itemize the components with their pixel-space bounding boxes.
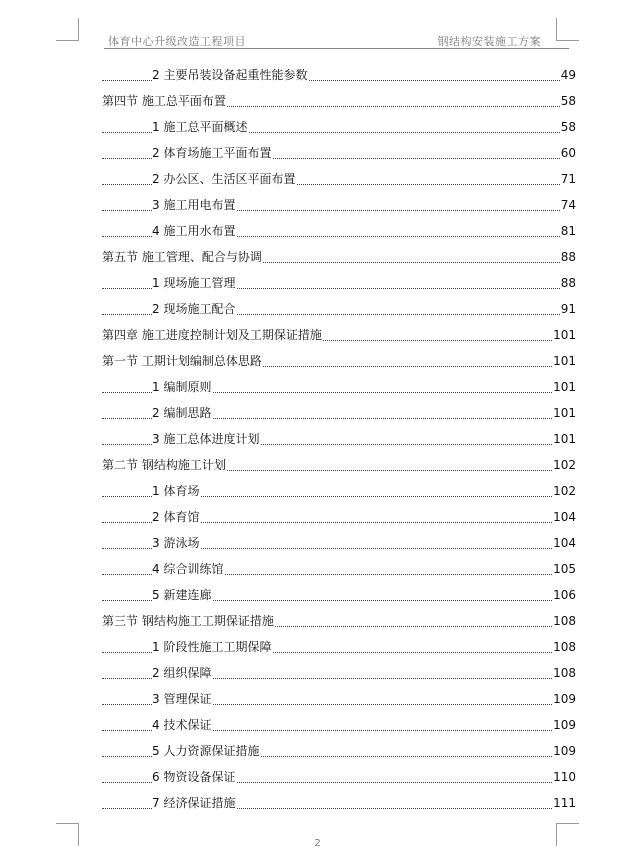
table-of-contents [102, 62, 576, 816]
toc-entry-title[interactable]: 1 编制原则 [152, 374, 212, 400]
toc-entry-title[interactable]: 第四节 施工总平面布置 [102, 88, 227, 114]
toc-entry-title[interactable]: 第四章 施工进度控制计划及工期保证措施 [102, 322, 323, 348]
header-project-name: 体育中心升级改造工程项目 [108, 35, 246, 48]
toc-subsection-entry[interactable] [102, 296, 576, 322]
toc-entry-title[interactable]: 5 新建连廊 [152, 582, 212, 608]
toc-entry-page: 101 [552, 426, 576, 452]
toc-entry-title[interactable]: 3 施工用电布置 [152, 192, 236, 218]
toc-section-entry[interactable] [102, 452, 576, 478]
page-header [104, 33, 569, 49]
toc-entry-page: 91 [560, 296, 576, 322]
header-document-title: 钢结构安装施工方案 [437, 35, 541, 48]
toc-section-entry[interactable] [102, 244, 576, 270]
toc-entry-title[interactable]: 1 体育场 [152, 478, 200, 504]
toc-section-entry[interactable] [102, 348, 576, 374]
toc-entry-page: 74 [560, 192, 576, 218]
toc-entry-page: 108 [552, 634, 576, 660]
toc-entry-title[interactable]: 第二节 钢结构施工计划 [102, 452, 227, 478]
toc-entry-title[interactable]: 4 技术保证 [152, 712, 212, 738]
toc-subsection-entry[interactable] [102, 556, 576, 582]
toc-entry-page: 108 [552, 608, 576, 634]
toc-subsection-entry[interactable] [102, 478, 576, 504]
toc-entry-page: 58 [560, 88, 576, 114]
toc-entry-page: 111 [552, 790, 576, 816]
toc-subsection-entry[interactable] [102, 738, 576, 764]
toc-entry-page: 105 [552, 556, 576, 582]
toc-subsection-entry[interactable] [102, 62, 576, 88]
toc-entry-title[interactable]: 1 阶段性施工工期保障 [152, 634, 272, 660]
toc-entry-page: 49 [560, 62, 576, 88]
toc-entry-title[interactable]: 2 主要吊装设备起重性能参数 [152, 62, 308, 88]
toc-entry-page: 106 [552, 582, 576, 608]
toc-subsection-entry[interactable] [102, 686, 576, 712]
toc-entry-title[interactable]: 1 施工总平面概述 [152, 114, 248, 140]
toc-entry-page: 109 [552, 738, 576, 764]
toc-entry-title[interactable]: 5 人力资源保证措施 [152, 738, 260, 764]
toc-entry-page: 58 [560, 114, 576, 140]
toc-entry-title[interactable]: 2 办公区、生活区平面布置 [152, 166, 296, 192]
toc-entry-page: 81 [560, 218, 576, 244]
page-number: 2 [314, 838, 321, 849]
toc-entry-title[interactable]: 7 经济保证措施 [152, 790, 236, 816]
toc-entry-title[interactable]: 2 体育场施工平面布置 [152, 140, 272, 166]
toc-entry-page: 110 [552, 764, 576, 790]
toc-entry-page: 101 [552, 322, 576, 348]
toc-entry-title[interactable]: 第五节 施工管理、配合与协调 [102, 244, 263, 270]
toc-entry-title[interactable]: 3 游泳场 [152, 530, 200, 556]
toc-subsection-entry[interactable] [102, 140, 576, 166]
toc-subsection-entry[interactable] [102, 712, 576, 738]
toc-entry-page: 108 [552, 660, 576, 686]
toc-subsection-entry[interactable] [102, 504, 576, 530]
toc-entry-title[interactable]: 2 编制思路 [152, 400, 212, 426]
toc-entry-page: 88 [560, 270, 576, 296]
toc-section-entry[interactable] [102, 322, 576, 348]
toc-entry-title[interactable]: 2 现场施工配合 [152, 296, 236, 322]
toc-entry-title[interactable]: 第三节 钢结构施工工期保证措施 [102, 608, 275, 634]
toc-entry-page: 60 [560, 140, 576, 166]
toc-subsection-entry[interactable] [102, 660, 576, 686]
toc-entry-page: 104 [552, 530, 576, 556]
toc-entry-page: 102 [552, 452, 576, 478]
toc-section-entry[interactable] [102, 88, 576, 114]
toc-entry-title[interactable]: 2 体育馆 [152, 504, 200, 530]
toc-subsection-entry[interactable] [102, 114, 576, 140]
toc-entry-page: 101 [552, 400, 576, 426]
toc-entry-title[interactable]: 第一节 工期计划编制总体思路 [102, 348, 263, 374]
toc-subsection-entry[interactable] [102, 374, 576, 400]
toc-subsection-entry[interactable] [102, 270, 576, 296]
toc-entry-page: 109 [552, 712, 576, 738]
toc-entry-title[interactable]: 1 现场施工管理 [152, 270, 236, 296]
toc-subsection-entry[interactable] [102, 790, 576, 816]
toc-entry-page: 88 [560, 244, 576, 270]
toc-entry-page: 102 [552, 478, 576, 504]
toc-entry-title[interactable]: 4 施工用水布置 [152, 218, 236, 244]
toc-entry-title[interactable]: 6 物资设备保证 [152, 764, 236, 790]
toc-section-entry[interactable] [102, 608, 576, 634]
toc-entry-page: 101 [552, 374, 576, 400]
crop-mark-top-left [56, 18, 79, 41]
toc-entry-title[interactable]: 3 施工总体进度计划 [152, 426, 260, 452]
toc-subsection-entry[interactable] [102, 166, 576, 192]
toc-subsection-entry[interactable] [102, 400, 576, 426]
toc-entry-title[interactable]: 3 管理保证 [152, 686, 212, 712]
toc-subsection-entry[interactable] [102, 192, 576, 218]
toc-entry-title[interactable]: 4 综合训练馆 [152, 556, 224, 582]
toc-entry-page: 109 [552, 686, 576, 712]
toc-subsection-entry[interactable] [102, 218, 576, 244]
toc-subsection-entry[interactable] [102, 634, 576, 660]
toc-subsection-entry[interactable] [102, 426, 576, 452]
toc-subsection-entry[interactable] [102, 582, 576, 608]
toc-entry-page: 71 [560, 166, 576, 192]
toc-entry-page: 101 [552, 348, 576, 374]
toc-subsection-entry[interactable] [102, 530, 576, 556]
toc-entry-page: 104 [552, 504, 576, 530]
toc-entry-title[interactable]: 2 组织保障 [152, 660, 212, 686]
toc-subsection-entry[interactable] [102, 764, 576, 790]
